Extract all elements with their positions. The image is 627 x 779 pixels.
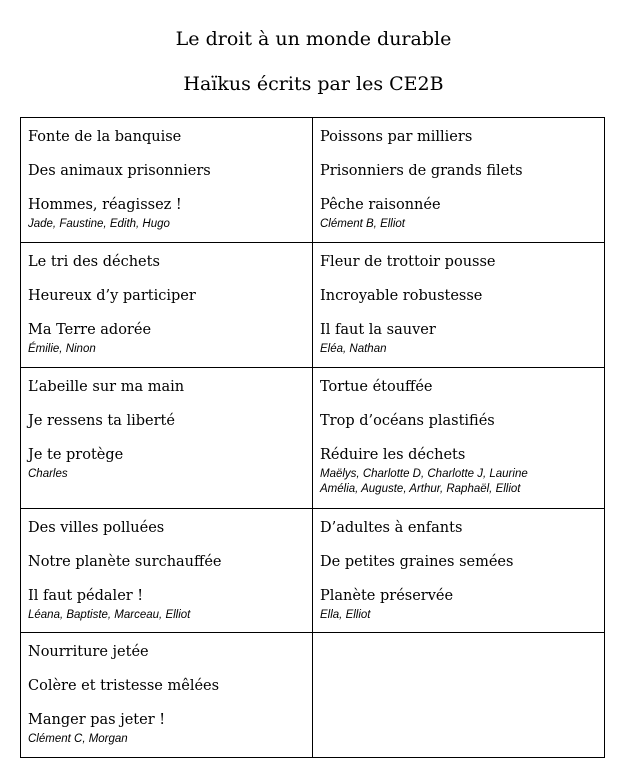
haiku-line: L’abeille sur ma main	[28, 379, 185, 395]
haiku-line: Des villes polluées	[28, 520, 165, 536]
haiku-authors: Émilie, Ninon	[28, 343, 96, 355]
haiku-authors: Maëlys, Charlotte D, Charlotte J, Laurine	[320, 468, 528, 480]
haiku-line: Fonte de la banquise	[28, 129, 182, 145]
page-title: Le droit à un monde durable	[175, 28, 452, 50]
haiku-line: Planète préservée	[320, 588, 454, 604]
haiku-cell	[21, 118, 313, 243]
haiku-line: Nourriture jetée	[28, 644, 149, 660]
haiku-cell	[313, 243, 605, 368]
haiku-line: Il faut pédaler !	[28, 588, 144, 604]
haiku-line: Fleur de trottoir pousse	[320, 254, 496, 270]
haiku-line: Je ressens ta liberté	[28, 413, 175, 429]
haiku-line: Réduire les déchets	[320, 447, 466, 463]
haiku-cell	[313, 118, 605, 243]
empty-cell	[313, 633, 605, 758]
haiku-authors: Léana, Baptiste, Marceau, Elliot	[28, 609, 191, 621]
haiku-line: Il faut la sauver	[320, 322, 436, 338]
haiku-line: Hommes, réagissez !	[28, 197, 182, 213]
haiku-line: Ma Terre adorée	[28, 322, 152, 338]
haiku-line: Prisonniers de grands filets	[320, 163, 523, 179]
table-row	[21, 368, 605, 509]
haiku-line: Heureux d’y participer	[28, 288, 196, 304]
haiku-line: Incroyable robustesse	[320, 288, 483, 304]
haiku-line: Je te protège	[28, 447, 124, 463]
haiku-line: D’adultes à enfants	[320, 520, 463, 536]
haiku-line: De petites graines semées	[320, 554, 514, 570]
haiku-authors: Ella, Elliot	[320, 609, 371, 621]
haiku-line: Tortue étouffée	[320, 379, 433, 395]
haiku-line: Le tri des déchets	[28, 254, 160, 270]
haiku-table	[20, 117, 605, 758]
haiku-authors: Amélia, Auguste, Arthur, Raphaël, Elliot	[320, 483, 521, 495]
haiku-cell	[21, 368, 313, 509]
haiku-line: Notre planète surchauffée	[28, 554, 222, 570]
haiku-authors: Clément B, Elliot	[320, 218, 406, 230]
haiku-line: Poissons par milliers	[320, 129, 473, 145]
haiku-line: Pêche raisonnée	[320, 197, 441, 213]
haiku-authors: Jade, Faustine, Edith, Hugo	[28, 218, 170, 230]
page-subtitle: Haïkus écrits par les CE2B	[183, 73, 444, 95]
haiku-authors: Charles	[28, 468, 68, 480]
haiku-line: Colère et tristesse mêlées	[28, 678, 220, 694]
haiku-line: Trop d’océans plastifiés	[320, 413, 495, 429]
table-row	[21, 633, 605, 758]
haiku-authors: Clément C, Morgan	[28, 733, 128, 745]
table-row	[21, 118, 605, 243]
table-row	[21, 243, 605, 368]
haiku-cell	[21, 509, 313, 633]
haiku-cell	[21, 633, 313, 758]
haiku-line: Des animaux prisonniers	[28, 163, 211, 179]
haiku-cell	[21, 243, 313, 368]
table-row	[21, 509, 605, 633]
haiku-cell	[313, 509, 605, 633]
haiku-authors: Eléa, Nathan	[320, 343, 387, 355]
haiku-cell	[313, 368, 605, 509]
haiku-line: Manger pas jeter !	[28, 712, 166, 728]
